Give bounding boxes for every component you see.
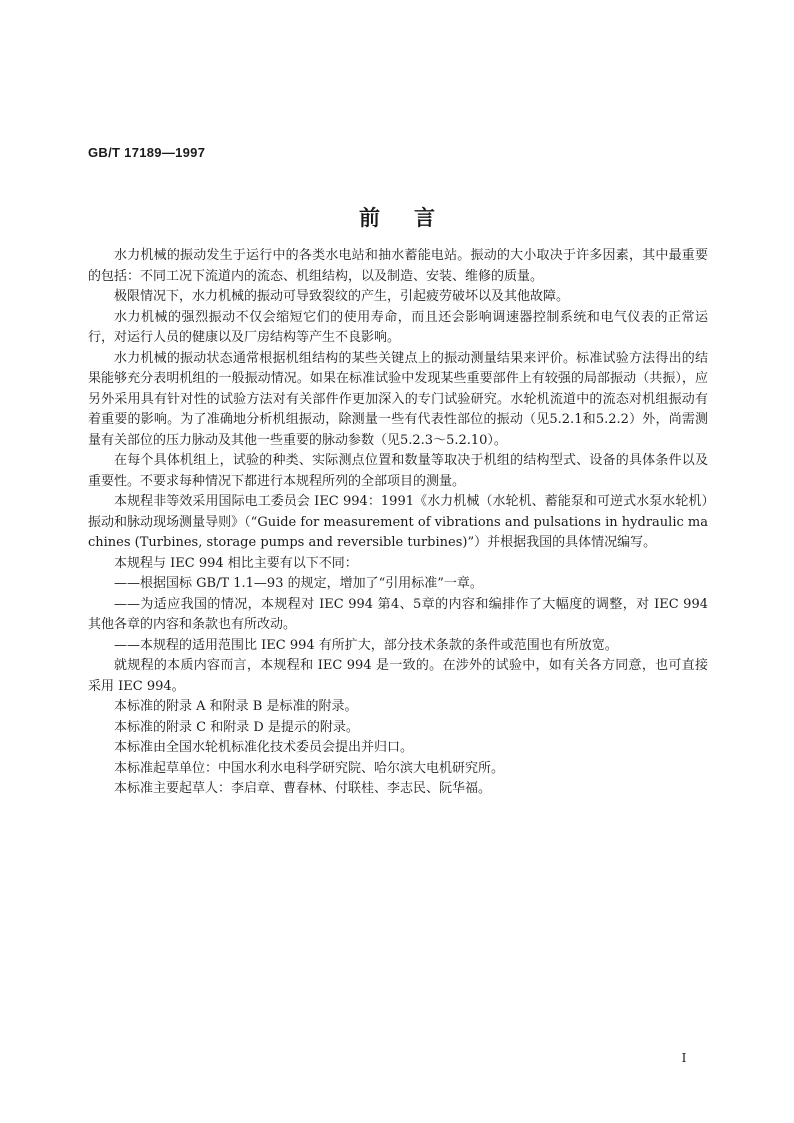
page-number: I <box>681 1051 687 1065</box>
paragraph: 水力机械的振动状态通常根据机组结构的某些关键点上的振动测量结果来评价。标准试验方法得出的结果能够充分表明机组的一般振动情况。如果在标准试验中发现某些重要部件上有较强的局部振动（共振），应另外采用具有针对性的试验方法对有关部件作更加深入的专门试验研究。水轮机流道中的流态对机组振动有着重要的影响。为了准确地分析机组振动，除测量一些有代表性部位的振动（见5.2.1和5.2.2）外，尚需测量有关部位的压力脉动及其他一些重要的脉动参数（见5.2.3～5.2.10）。 <box>88 350 708 448</box>
paragraph: 本标准的附录 A 和附录 B 是标准的附录。 <box>114 699 358 714</box>
list-item: ——根据国标 GB/T 1.1—93 的规定，增加了“引用标准”一章。 <box>114 576 483 591</box>
page-title: 前言 <box>359 206 469 230</box>
paragraph: 本规程与 IEC 994 相比主要有以下不同： <box>114 555 358 571</box>
paragraph: 在每个具体机组上，试验的种类、实际测点位置和数量等取决于机组的结构型式、设备的具体条件以及重要性。不要求每种情况下都进行本规程所列的全部项目的测量。 <box>88 453 708 489</box>
paragraph: 本标准起草单位：中国水利水电科学研究院、哈尔滨大电机研究所。 <box>114 760 505 776</box>
paragraph: 本标准的附录 C 和附录 D 是提示的附录。 <box>114 719 359 735</box>
paragraph: 本规程非等效采用国际电工委员会 IEC 994：1991《水力机械（水轮机、蓄能泵和可逆式水泵水轮机）振动和脉动现场测量导则》（“Guide for measurement of vibrations and pulsations in hydraulic machines (Turbines, storage pumps and reversible turbines)”）并根据我国的具体情况编写。 <box>88 494 708 550</box>
paragraph: 水力机械的振动发生于运行中的各类水电站和抽水蓄能电站。振动的大小取决于许多因素，其中最重要的包括：不同工况下流道内的流态、机组结构，以及制造、安装、维修的质量。 <box>88 248 708 284</box>
paragraph: 就规程的本质内容而言，本规程和 IEC 994 是一致的。在涉外的试验中，如有关各方同意，也可直接采用 IEC 994。 <box>88 658 708 694</box>
list-item: ——本规程的适用范围比 IEC 994 有所扩大，部分技术条款的条件或范围也有所放宽。 <box>114 637 618 653</box>
paragraph: 本标准主要起草人：李启章、曹春林、付联桂、李志民、阮华福。 <box>114 781 492 796</box>
paragraph: 水力机械的强烈振动不仅会缩短它们的使用寿命，而且还会影响调速器控制系统和电气仪表的正常运行，对运行人员的健康以及厂房结构等产生不良影响。 <box>88 309 708 345</box>
standard-code: GB/T 17189—1997 <box>88 145 206 160</box>
preface-body <box>88 246 708 800</box>
paragraph: 极限情况下，水力机械的振动可导致裂纹的产生，引起疲劳破坏以及其他故障。 <box>114 289 570 304</box>
paragraph: 本标准由全国水轮机标准化技术委员会提出并归口。 <box>114 740 414 755</box>
list-item: ——为适应我国的情况，本规程对 IEC 994 第4、5章的内容和编排作了大幅度的调整，对 IEC 994 其他各章的内容和条款也有所改动。 <box>88 596 708 632</box>
